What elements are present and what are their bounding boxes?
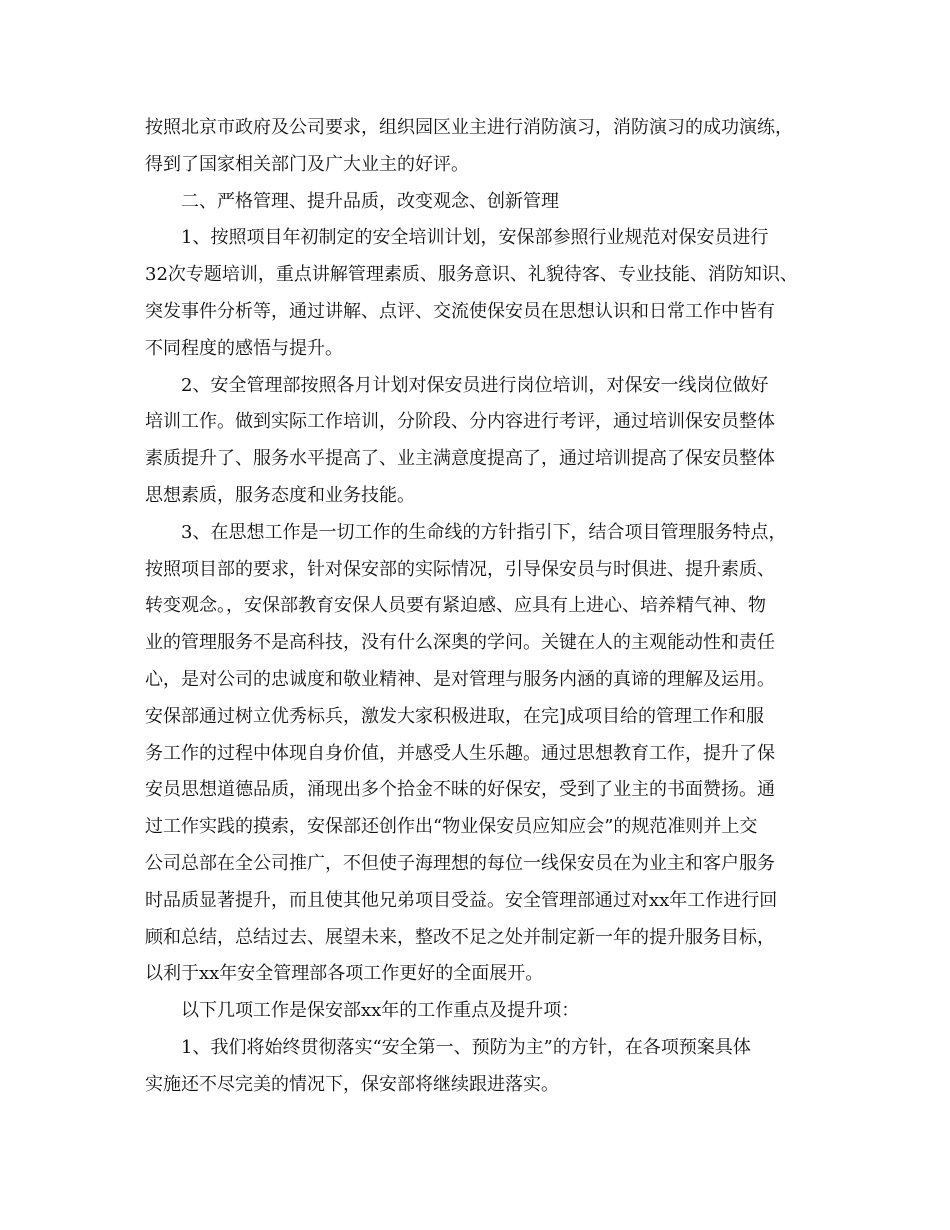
text-line: 素质提升了、服务水平提高了、业主满意度提高了，通过培训提高了保安员整体 [145, 448, 775, 470]
text-line: 3、在思想工作是一切工作的生命线的方针指引下，结合项目管理服务特点， [181, 521, 787, 543]
text-line: 转变观念。，安保部教育安保人员要有紧迫感、应具有上进心、培养精气神、物 [145, 595, 766, 617]
text-line: 1、我们将始终贯彻落实“安全第一、预防为主”的方针，在各项预案具体 [181, 1036, 751, 1058]
text-line: 培训工作。做到实际工作培训，分阶段、分内容进行考评，通过培训保安员整体 [145, 411, 775, 433]
text-line: 2、安全管理部按照各月计划对保安员进行岗位培训，对保安一线岗位做好 [181, 374, 769, 396]
text-line: 以利于xx年安全管理部各项工作更好的全面展开。 [145, 963, 544, 985]
text-line: 思想素质，服务态度和业务技能。 [145, 484, 415, 506]
text-line: 突发事件分析等，通过讲解、点评、交流使保安员在思想认识和日常工作中皆有 [145, 300, 775, 322]
text-line: 时品质显著提升，而且使其他兄弟项目受益。安全管理部通过对xx年工作进行回 [145, 889, 778, 911]
text-line: 过工作实践的摸索，安保部还创作出“物业保安员应知应会”的规范准则并上交 [145, 816, 758, 838]
text-line: 按照项目部的要求，针对保安部的实际情况，引导保安员与时俱进、提升素质、 [145, 558, 775, 580]
text-line: 安员思想道德品质，涌现出多个拾金不昧的好保安，受到了业主的书面赞扬。通 [145, 779, 775, 801]
text-line: 务工作的过程中体现自身价值，并感受人生乐趣。通过思想教育工作，提升了保 [145, 742, 775, 764]
text-line: 安保部通过树立优秀标兵，激发大家积极进取，在完]成项目给的管理工作和服 [145, 705, 765, 727]
text-line: 按照北京市政府及公司要求，组织园区业主进行消防演习，消防演习的成功演练， [145, 117, 793, 138]
text-line: 1、按照项目年初制定的安全培训计划，安保部参照行业规范对保安员进行 [181, 227, 769, 249]
text-line: 顾和总结，总结过去、展望未来，整改不足之处并制定新一年的提升服务目标， [145, 926, 775, 948]
text-line: 以下几项工作是保安部xx年的工作重点及提升项： [181, 1000, 580, 1022]
text-line: 公司总部在全公司推广，不但使子海理想的每位一线保安员在为业主和客户服务 [145, 852, 775, 874]
text-line: 心，是对公司的忠诚度和敬业精神、是对管理与服务内涵的真谛的理解及运用。 [145, 668, 775, 690]
text-line: 实施还不尽完美的情况下，保安部将继续跟进落实。 [145, 1073, 559, 1095]
text-line: 32次专题培训，重点讲解管理素质、服务意识、礼貌待客、专业技能、消防知识、 [145, 264, 798, 286]
text-line: 不同程度的感悟与提升。 [145, 337, 343, 359]
text-line: 二、严格管理、提升品质，改变观念、创新管理 [181, 190, 559, 212]
text-line: 得到了国家相关部门及广大业主的好评。 [145, 153, 469, 175]
text-line: 业的管理服务不是高科技，没有什么深奥的学问。关键在人的主观能动性和责任 [145, 632, 775, 654]
document-body [145, 110, 815, 1104]
